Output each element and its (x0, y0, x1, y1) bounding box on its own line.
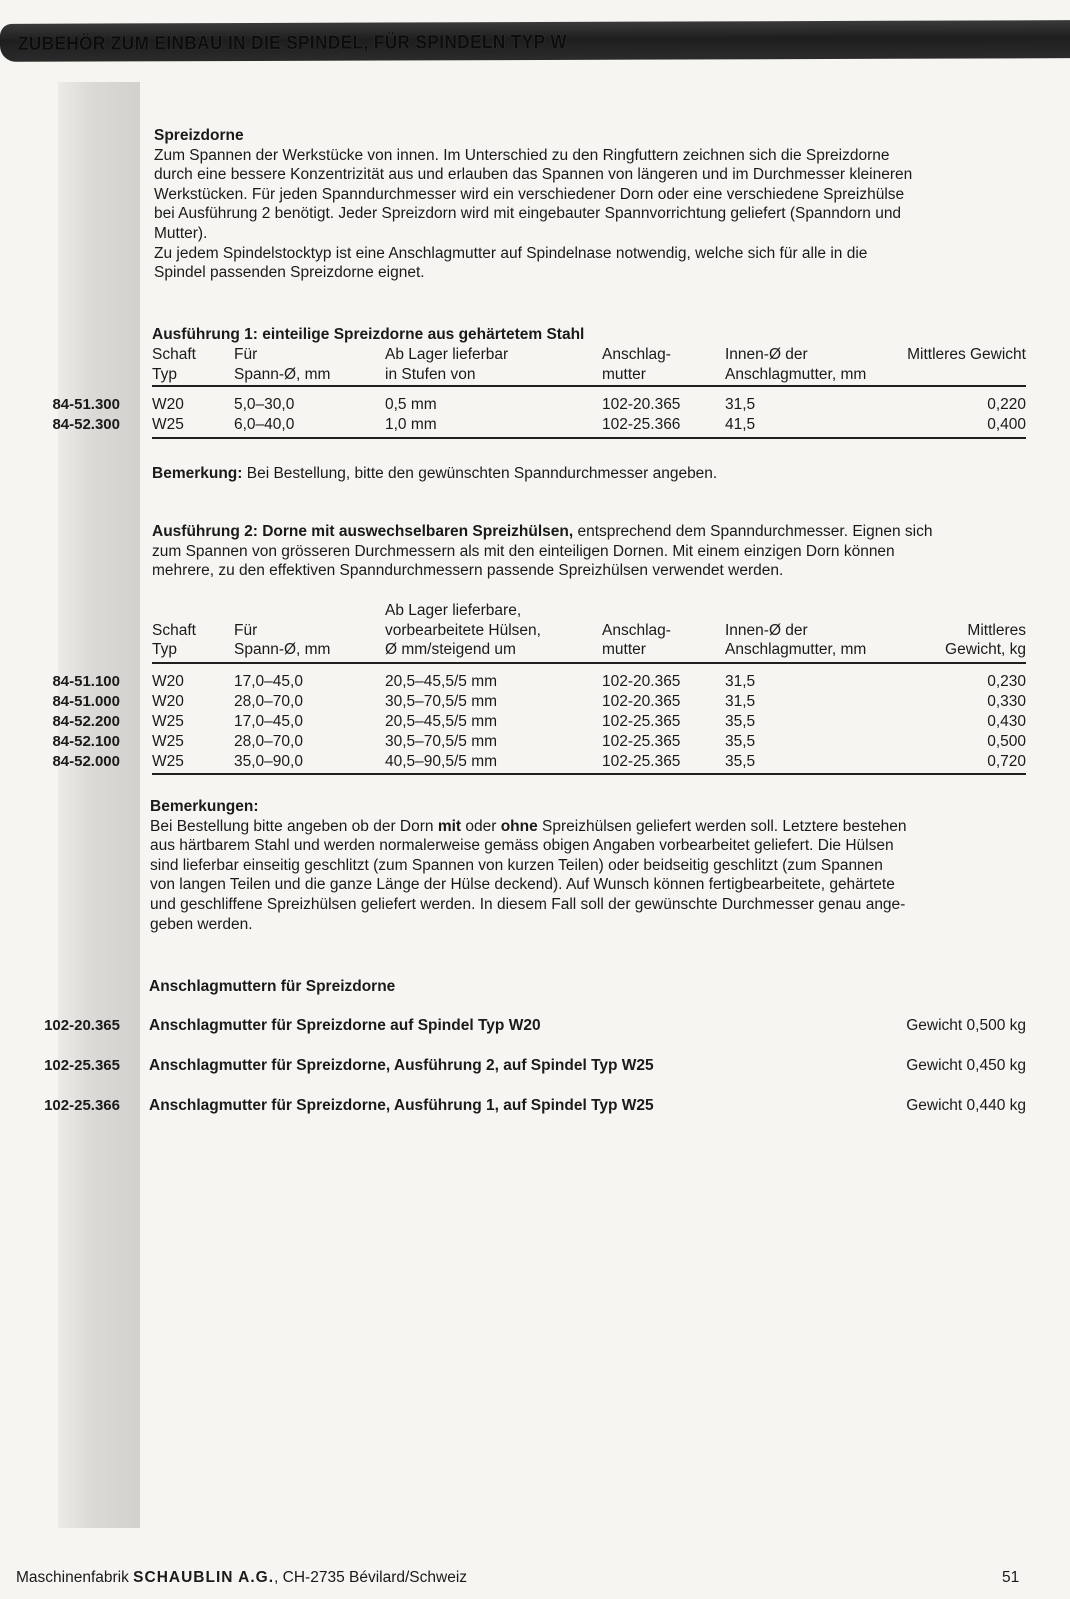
cell-innen: 35,5 (725, 753, 756, 770)
header-cell: Für (234, 346, 258, 363)
bemerkungen-section (150, 797, 1020, 934)
footer-address: , CH-2735 Bévilard/Schweiz (274, 1569, 468, 1586)
cell-huelsen: 30,5–70,5/5 mm (385, 733, 498, 750)
emphasis-ohne: ohne (500, 817, 538, 835)
cell-huelsen: 30,5–70,5/5 mm (385, 693, 498, 710)
article-code: 84-51.300 (52, 396, 120, 413)
table-row (0, 692, 1070, 712)
cell-schaft: W25 (152, 713, 184, 730)
table-rule (152, 662, 1026, 664)
intro-line: durch eine bessere Konzentrizität aus und erlauben das Spannen von längeren und im Durchmesser kleineren (154, 166, 913, 184)
header-cell: mutter (602, 641, 646, 658)
bemerkungen-heading: Bemerkungen: (150, 798, 259, 815)
text: Spreizhülsen geliefert werden soll. Letztere bestehen (537, 817, 907, 835)
header-cell: Spann-Ø, mm (234, 641, 331, 658)
intro-line: bei Ausführung 2 benötigt. Jeder Spreizdorn wird mit eingebauter Spannvorrichtung geliefert (Spanndorn und (154, 205, 902, 223)
cell-spann: 35,0–90,0 (234, 753, 303, 770)
header-cell: Ø mm/steigend um (385, 641, 516, 658)
cell-schaft: W20 (152, 693, 184, 710)
bemerkungen-line: und geschliffene Spreizhülsen geliefert werden. In diesem Fall soll der gewünschte Durchmesser genau ange- (150, 895, 906, 913)
header-cell: Anschlagmutter, mm (725, 365, 867, 383)
table-row (0, 415, 1070, 435)
cell-mutter: 102-20.365 (602, 396, 681, 413)
footer (16, 1569, 467, 1587)
article-code: 84-52.100 (52, 733, 120, 750)
text: Bei Bestellung bitte angeben ob der Dorn (150, 817, 438, 835)
cell-spann: 5,0–30,0 (234, 396, 295, 413)
table-rule (152, 385, 1026, 387)
intro-section (154, 126, 1024, 283)
remark-text: Bei Bestellung, bitte den gewünschten Spanndurchmesser angeben. (242, 465, 718, 482)
cell-huelsen: 40,5–90,5/5 mm (385, 753, 498, 770)
cell-gewicht: 0,430 (987, 713, 1026, 730)
cell-gewicht: 0,220 (987, 396, 1026, 413)
header-cell: in Stufen von (385, 365, 476, 383)
section-banner (0, 20, 1070, 62)
table-rule (152, 437, 1026, 439)
item-description: Anschlagmutter für Spreizdorne, Ausführung 2, auf Spindel Typ W25 (149, 1057, 654, 1074)
cell-innen: 41,5 (725, 416, 756, 433)
table-row (0, 732, 1070, 752)
header-cell: Typ (152, 365, 177, 383)
cell-mutter: 102-25.365 (602, 753, 681, 770)
ausfuehrung2-title-rest: entsprechend dem Spanndurchmesser. Eignen sich (573, 523, 933, 540)
cell-spann: 6,0–40,0 (234, 416, 295, 433)
intro-line: Zu jedem Spindelstocktyp ist eine Anschlagmutter auf Spindelnase notwendig, welche sich für alle in die (154, 244, 868, 262)
header-cell: Für (234, 621, 258, 639)
ausfuehrung2-title: Ausführung 2: Dorne mit auswechselbaren Spreizhülsen, (152, 523, 574, 540)
bemerkungen-line (150, 817, 1020, 837)
cell-spann: 17,0–45,0 (234, 673, 303, 690)
item-weight: Gewicht 0,500 kg (906, 1017, 1026, 1034)
cell-huelsen: 20,5–45,5/5 mm (385, 673, 498, 690)
header-cell: Anschlag- (602, 346, 671, 363)
cell-huelsen: 20,5–45,5/5 mm (385, 713, 498, 730)
remark-label: Bemerkung: (152, 465, 243, 482)
ausfuehrung1-remark (152, 464, 717, 484)
header-cell: Schaft (152, 346, 196, 363)
cell-spann: 17,0–45,0 (234, 713, 303, 730)
intro-heading: Spreizdorne (154, 127, 244, 144)
cell-schaft: W20 (152, 673, 184, 690)
article-code: 84-52.300 (52, 416, 120, 433)
cell-schaft: W25 (152, 416, 184, 433)
bemerkungen-line: von langen Teilen und die ganze Länge der Hülse deckend). Auf Wunsch können fertigbearbeitete, gehärtete (150, 876, 895, 894)
cell-schaft: W20 (152, 396, 184, 413)
header-cell: Innen-Ø der (725, 621, 808, 639)
header-cell: Mittleres (967, 621, 1026, 639)
cell-innen: 31,5 (725, 693, 756, 710)
article-code: 84-52.000 (52, 753, 120, 770)
emphasis-mit: mit (437, 817, 462, 835)
ausfuehrung2-line: mehrere, zu den effektiven Spanndurchmessern passende Spreizhülsen verwendet werden. (152, 562, 784, 580)
bemerkungen-line: sind lieferbar einseitig geschlitzt (zum Spannen von kurzen Teilen) oder beidseitig geschlitzt (zum Spannen (150, 856, 883, 874)
section-title: ZUBEHÖR ZUM EINBAU IN DIE SPINDEL, FÜR SPINDELN TYP W (18, 31, 567, 55)
cell-schaft: W25 (152, 733, 184, 750)
header-cell: Anschlagmutter, mm (725, 641, 867, 658)
cell-mutter: 102-25.365 (602, 713, 681, 730)
text: oder (461, 817, 501, 835)
article-code: 102-25.365 (44, 1057, 120, 1074)
header-cell: Innen-Ø der (725, 346, 808, 363)
table-row (0, 712, 1070, 732)
cell-mutter: 102-20.365 (602, 673, 681, 690)
list-item (0, 1096, 1070, 1116)
article-code: 102-20.365 (44, 1017, 120, 1034)
ausfuehrung2-intro (152, 522, 1022, 581)
header-cell: Gewicht, kg (945, 641, 1026, 658)
header-cell: vorbearbeitete Hülsen, (385, 621, 541, 639)
cell-gewicht: 0,720 (987, 753, 1026, 770)
bemerkungen-line: geben werden. (150, 915, 253, 933)
cell-mutter: 102-25.366 (602, 416, 681, 433)
intro-line: Werkstücken. Für jeden Spanndurchmesser wird ein verschiedener Dorn oder eine verschiedene Spreizhülse (154, 185, 905, 203)
article-code: 84-51.000 (52, 693, 120, 710)
cell-stufen: 1,0 mm (385, 416, 437, 433)
list-item (0, 1056, 1070, 1076)
header-cell: Spann-Ø, mm (234, 365, 331, 383)
header-cell (900, 601, 1026, 621)
cell-schaft: W25 (152, 753, 184, 770)
item-description: Anschlagmutter für Spreizdorne, Ausführung 1, auf Spindel Typ W25 (149, 1097, 654, 1114)
table-row (0, 672, 1070, 692)
header-cell (234, 601, 330, 621)
header-cell (152, 601, 196, 621)
header-cell: Ab Lager lieferbare, (385, 602, 522, 619)
cell-stufen: 0,5 mm (385, 396, 437, 413)
ausfuehrung1-title: Ausführung 1: einteilige Spreizdorne aus gehärtetem Stahl (152, 326, 585, 343)
header-cell: Typ (152, 641, 177, 658)
header-cell: Ab Lager lieferbar (385, 346, 509, 363)
header-cell: mutter (602, 365, 646, 383)
cell-spann: 28,0–70,0 (234, 733, 303, 750)
cell-innen: 31,5 (725, 396, 756, 413)
anschlagmuttern-heading: Anschlagmuttern für Spreizdorne (149, 978, 396, 995)
list-item (0, 1016, 1070, 1036)
item-description: Anschlagmutter für Spreizdorne auf Spindel Typ W20 (149, 1017, 541, 1034)
intro-line: Zum Spannen der Werkstücke von innen. Im Unterschied zu den Ringfuttern zeichnen sich die Spreizdorne (154, 146, 890, 164)
header-cell (725, 601, 866, 621)
cell-gewicht: 0,400 (987, 416, 1026, 433)
article-code: 84-52.200 (52, 713, 120, 730)
footer-prefix: Maschinenfabrik (16, 1569, 134, 1586)
company-brand: SCHAUBLIN A.G. (133, 1569, 275, 1586)
cell-spann: 28,0–70,0 (234, 693, 303, 710)
page-number: 51 (1002, 1569, 1020, 1586)
article-code: 102-25.366 (44, 1097, 120, 1114)
cell-innen: 35,5 (725, 733, 756, 750)
header-cell: Schaft (152, 621, 196, 639)
table-row (0, 752, 1070, 772)
header-cell: Mittleres Gewicht (907, 346, 1026, 363)
ausfuehrung2-line: zum Spannen von grösseren Durchmessern als mit den einteiligen Dornen. Mit einem einzigen Dorn können (152, 542, 895, 560)
cell-gewicht: 0,230 (987, 673, 1026, 690)
bemerkungen-line: aus härtbarem Stahl und werden normalerweise gemäss obigen Angaben vorbearbeitet geliefert. Die Hülsen (150, 837, 894, 855)
item-weight: Gewicht 0,450 kg (906, 1057, 1026, 1074)
cell-mutter: 102-25.365 (602, 733, 681, 750)
table-rule (152, 773, 1026, 775)
table-row (0, 395, 1070, 415)
article-code: 84-51.100 (52, 673, 120, 690)
intro-line: Spindel passenden Spreizdorne eignet. (154, 264, 425, 282)
side-strip (58, 82, 140, 1528)
header-cell (602, 601, 671, 621)
header-cell: Anschlag- (602, 621, 671, 639)
item-weight: Gewicht 0,440 kg (906, 1097, 1026, 1114)
cell-mutter: 102-20.365 (602, 693, 681, 710)
cell-gewicht: 0,330 (987, 693, 1026, 710)
cell-innen: 31,5 (725, 673, 756, 690)
intro-line: Mutter). (154, 224, 208, 242)
cell-gewicht: 0,500 (987, 733, 1026, 750)
cell-innen: 35,5 (725, 713, 756, 730)
